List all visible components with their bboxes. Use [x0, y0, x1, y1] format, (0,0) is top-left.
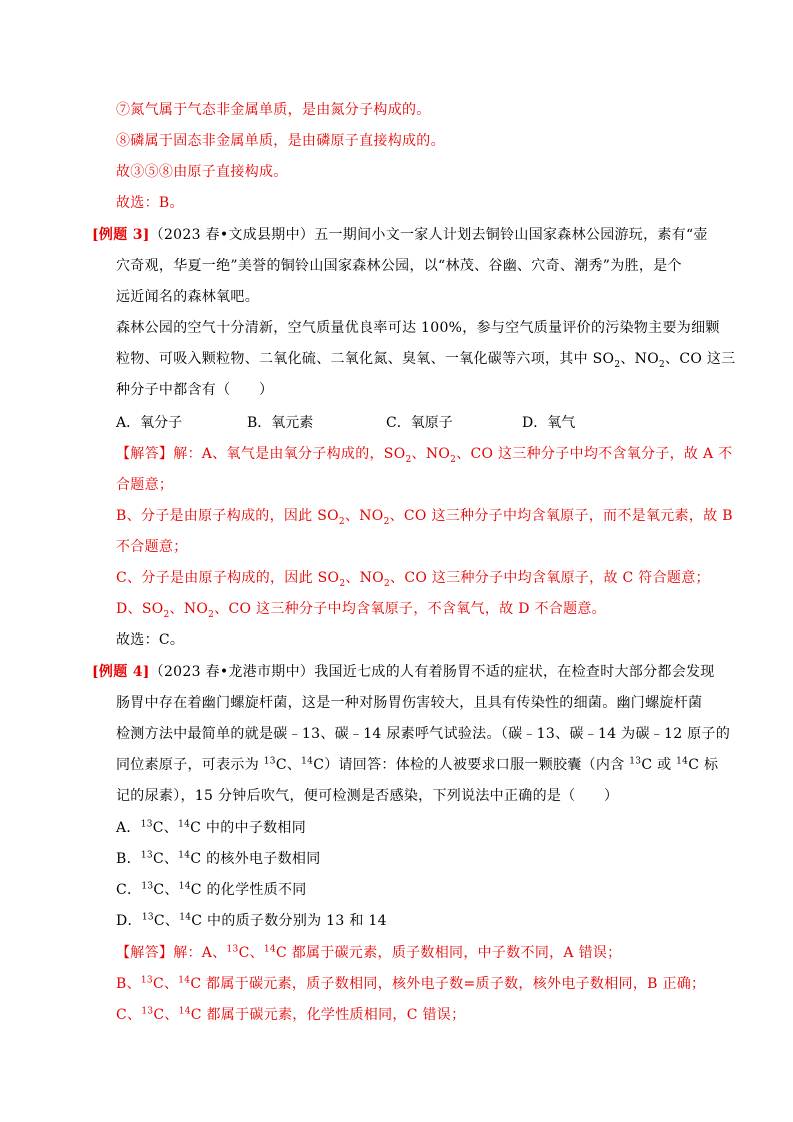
subscript: 2	[384, 578, 391, 589]
option-label: A．	[116, 820, 141, 836]
superscript: 13	[141, 912, 154, 923]
text: C 中的质子数分别为 13 和 14	[191, 913, 387, 929]
example-4-option-d	[116, 911, 387, 931]
superscript: 14	[178, 850, 191, 861]
text: C 都属于碳元素，化学性质相同，C 错误；	[190, 1007, 466, 1023]
superscript: 14	[179, 912, 192, 923]
subscript: 2	[339, 578, 346, 589]
text: 、CO 这三种分子中均含氧原子，故 C 符合题意；	[390, 570, 710, 586]
example-3-text: （2023 春•文成县期中）五一期间小文一家人计划去铜铃山国家森林公园游玩，素有“壶	[149, 227, 708, 243]
text: C、	[238, 945, 264, 961]
example-3-question-line-5	[116, 349, 735, 369]
subscript: 2	[163, 609, 170, 620]
example-3-question-line-1	[92, 225, 708, 245]
text: 解：A、氧气是由氧分子构成的，SO	[173, 446, 406, 462]
solution-conclusion: 故③⑤⑧由原子直接构成。	[116, 164, 288, 180]
example-3-answer: 故选：C。	[116, 632, 185, 648]
text: C、	[152, 851, 179, 867]
superscript: 14	[178, 881, 191, 892]
superscript: 13	[141, 881, 154, 892]
solution-tag: 【解答】	[116, 446, 174, 462]
example-4-question-line-2: 肠胃中存在着幽门螺旋杆菌，这是一种对肠胃伤害较大，且具有传染性的细菌。幽门螺旋杆菌	[116, 695, 703, 711]
subscript: 2	[383, 516, 390, 527]
example-3-question-line-2: 穴奇观，华夏一绝”美誉的铜铃山国家森林公园，以“林茂、谷幽、穴奇、潮秀”为胜，是个	[116, 258, 682, 274]
solution-line-8: ⑧磷属于固态非金属单质，是由磷原子直接构成的。	[116, 133, 445, 149]
text: C 中的中子数相同	[190, 820, 307, 836]
superscript: 13	[263, 756, 276, 767]
text: C 的化学性质不同	[190, 882, 307, 898]
text: 、NO	[345, 570, 385, 586]
superscript: 14	[301, 756, 314, 767]
superscript: 13	[140, 975, 153, 986]
option-label: B．	[116, 851, 141, 867]
text: C 的核外电子数相同	[190, 851, 321, 867]
solution-tag: 【解答】	[116, 945, 174, 961]
superscript: 13	[141, 1006, 154, 1017]
superscript: 14	[263, 944, 276, 955]
text: 、NO	[344, 508, 384, 524]
text: C 或	[641, 757, 677, 773]
example-3-solution-line-3	[116, 568, 710, 588]
example-3-tag: [例题 3]	[92, 227, 150, 243]
superscript: 14	[178, 975, 191, 986]
example-4-solution-line-3	[116, 1005, 465, 1025]
example-4-tag: [例题 4]	[92, 664, 150, 680]
subscript: 2	[659, 359, 666, 370]
example-4-text: （2023 春•龙港市期中）我国近七成的人有着肠胃不适的症状，在检查时大部分都会发现	[149, 664, 715, 680]
text: B、	[116, 976, 141, 992]
text: C）请回答：体检的人被要求口服一颗胶囊（内含	[313, 757, 630, 773]
example-4-question-line-1	[92, 662, 715, 682]
option-label: C．	[116, 882, 142, 898]
example-4-option-c	[116, 880, 307, 900]
subscript: 2	[450, 454, 457, 465]
example-3-solution-line-2	[116, 506, 733, 526]
text: C、	[275, 757, 302, 773]
subscript: 2	[405, 454, 412, 465]
text: 、CO 这三种分子中均含氧原子，而不是氧元素，故 B	[389, 508, 733, 524]
text: 同位素原子，可表示为	[116, 757, 264, 773]
example-4-question-line-5: 记的尿素），15 分钟后吹气，便可检测是否感染，下列说法中正确的是（ ）	[116, 788, 619, 804]
superscript: 13	[629, 756, 642, 767]
example-3-option-d: D．氧气	[522, 415, 576, 431]
example-3-option-b: B．氧元素	[247, 415, 314, 431]
text: D、SO	[116, 601, 164, 617]
answer-line: 故选：B。	[116, 195, 184, 211]
text: C、	[152, 976, 179, 992]
text: C 标	[688, 757, 719, 773]
superscript: 13	[226, 944, 239, 955]
example-3-option-a: A．氧分子	[116, 415, 183, 431]
example-3-question-line-4: 森林公园的空气十分清新，空气质量优良率可达 100%，参与空气质量评价的污染物主要为细颗	[116, 320, 720, 336]
text: C、	[153, 882, 179, 898]
example-4-option-a	[116, 818, 306, 838]
option-label: D．	[116, 913, 142, 929]
text: 粒物、可吸入颗粒物、二氧化硫、二氧化氮、臭氧、一氧化碳等六项，其中 SO	[116, 351, 615, 367]
superscript: 14	[676, 756, 689, 767]
text: C 都属于碳元素，质子数相同，核外电子数=质子数，核外电子数相同，B 正确；	[190, 976, 706, 992]
superscript: 13	[140, 850, 153, 861]
text: B、分子是由原子构成的，因此 SO	[116, 508, 339, 524]
text: C 都属于碳元素，质子数相同，中子数不同，A 错误；	[275, 945, 622, 961]
text: 、CO 这三种分子中均不含氧分子，故 A 不	[456, 446, 733, 462]
text: 、NO	[169, 601, 209, 617]
text: 、NO	[411, 446, 451, 462]
example-3-solution-line-4	[116, 599, 606, 619]
example-3-solution-line-2b: 不合题意；	[116, 539, 188, 555]
example-4-question-line-4	[116, 755, 718, 775]
superscript: 14	[178, 819, 191, 830]
example-4-solution-line-1	[116, 943, 621, 963]
text: C、分子是由原子构成的，因此 SO	[116, 570, 340, 586]
subscript: 2	[614, 359, 621, 370]
example-4-option-b	[116, 849, 321, 869]
solution-line-7: ⑦氮气属于气态非金属单质，是由氮分子构成的。	[116, 102, 431, 118]
text: C、	[152, 820, 179, 836]
example-3-solution-line-1b: 合题意；	[116, 477, 174, 493]
text: 、NO	[620, 351, 659, 367]
text: C、	[153, 913, 180, 929]
subscript: 2	[338, 516, 345, 527]
example-3-question-line-6: 种分子中都含有（ ）	[116, 382, 274, 398]
text: C、	[153, 1007, 179, 1023]
text: 、CO 这三	[665, 351, 736, 367]
example-3-question-line-3: 远近闻名的森林氧吧。	[116, 289, 259, 305]
example-3-solution-line-1	[116, 444, 732, 464]
example-4-question-line-3: 检测方法中最简单的就是碳﹣13、碳﹣14 尿素呼气试验法。（碳﹣13、碳﹣14 为碳﹣12 原子的	[116, 726, 731, 742]
superscript: 14	[178, 1006, 191, 1017]
example-3-option-c: C．氧原子	[386, 415, 453, 431]
superscript: 13	[140, 819, 153, 830]
subscript: 2	[208, 609, 215, 620]
text: C、	[116, 1007, 142, 1023]
example-4-solution-line-2	[116, 974, 705, 994]
text: 、CO 这三种分子中均含氧原子，不含氧气，故 D 不合题意。	[214, 601, 606, 617]
text: 解：A、	[173, 945, 227, 961]
